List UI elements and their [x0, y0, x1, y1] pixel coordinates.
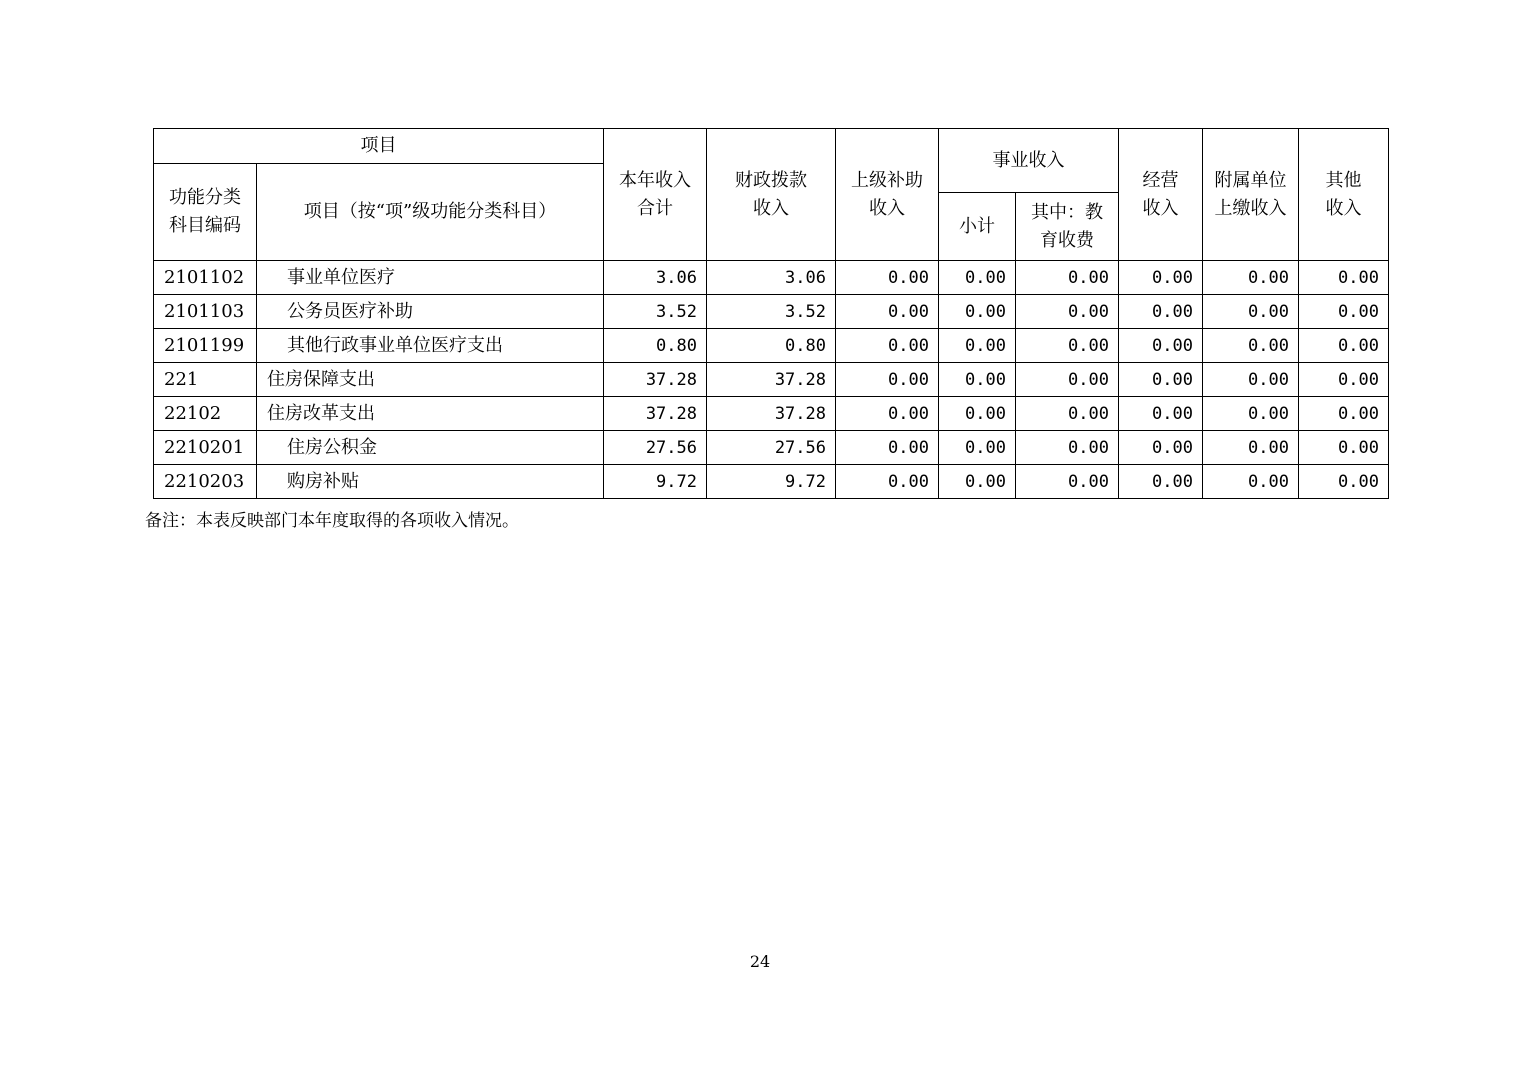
row-value: 37.28 [707, 397, 836, 431]
row-name: 公务员医疗补助 [257, 295, 604, 329]
table-row [154, 465, 1389, 499]
row-value: 0.00 [1119, 261, 1203, 295]
table-row [154, 295, 1389, 329]
row-value: 9.72 [707, 465, 836, 499]
table-row [154, 261, 1389, 295]
row-value: 37.28 [604, 363, 707, 397]
row-value: 0.00 [939, 363, 1016, 397]
header-affiliated: 附属单位 上缴收入 [1203, 129, 1299, 261]
row-value: 27.56 [604, 431, 707, 465]
row-value: 0.00 [1203, 397, 1299, 431]
row-code: 2101103 [154, 295, 257, 329]
row-name: 住房保障支出 [257, 363, 604, 397]
row-value: 0.00 [1299, 329, 1389, 363]
row-value: 0.00 [1016, 363, 1119, 397]
row-code: 2101199 [154, 329, 257, 363]
row-value: 0.00 [1299, 397, 1389, 431]
row-code: 2210203 [154, 465, 257, 499]
row-name: 其他行政事业单位医疗支出 [257, 329, 604, 363]
row-value: 0.00 [1119, 465, 1203, 499]
row-value: 0.00 [1203, 363, 1299, 397]
row-value: 0.00 [1016, 261, 1119, 295]
row-value: 0.00 [939, 261, 1016, 295]
row-value: 37.28 [707, 363, 836, 397]
row-code: 2101102 [154, 261, 257, 295]
header-other: 其他 收入 [1299, 129, 1389, 261]
table-row [154, 363, 1389, 397]
row-value: 37.28 [604, 397, 707, 431]
row-name: 购房补贴 [257, 465, 604, 499]
row-name: 住房改革支出 [257, 397, 604, 431]
row-value: 0.00 [836, 431, 939, 465]
row-value: 0.00 [939, 329, 1016, 363]
row-value: 0.00 [1016, 397, 1119, 431]
header-name: 项目（按“项”级功能分类科目） [257, 164, 604, 261]
row-value: 0.00 [1299, 261, 1389, 295]
header-subtotal: 小计 [939, 193, 1016, 261]
row-code: 2210201 [154, 431, 257, 465]
row-value: 0.00 [1016, 329, 1119, 363]
row-value: 0.00 [836, 363, 939, 397]
row-value: 0.00 [1016, 295, 1119, 329]
header-total: 本年收入 合计 [604, 129, 707, 261]
header-superior: 上级补助 收入 [836, 129, 939, 261]
row-value: 0.00 [836, 261, 939, 295]
row-value: 0.00 [1203, 465, 1299, 499]
header-operating: 经营 收入 [1119, 129, 1203, 261]
table-note: 备注：本表反映部门本年度取得的各项收入情况。 [145, 511, 519, 531]
row-value: 0.00 [836, 397, 939, 431]
row-value: 0.00 [1203, 431, 1299, 465]
row-value: 0.00 [939, 431, 1016, 465]
row-value: 0.00 [1119, 329, 1203, 363]
row-value: 0.00 [1016, 465, 1119, 499]
row-value: 0.00 [1119, 295, 1203, 329]
row-value: 9.72 [604, 465, 707, 499]
row-value: 0.00 [1299, 295, 1389, 329]
row-value: 0.00 [1299, 363, 1389, 397]
row-value: 0.80 [707, 329, 836, 363]
row-value: 0.00 [836, 465, 939, 499]
page-number: 24 [749, 952, 771, 971]
row-value: 0.00 [939, 295, 1016, 329]
row-value: 3.06 [707, 261, 836, 295]
row-value: 0.00 [939, 465, 1016, 499]
row-value: 0.00 [1299, 431, 1389, 465]
row-value: 0.00 [1119, 363, 1203, 397]
table-row [154, 329, 1389, 363]
row-value: 0.00 [1119, 397, 1203, 431]
header-project: 项目 [154, 129, 604, 164]
row-name: 事业单位医疗 [257, 261, 604, 295]
row-code: 221 [154, 363, 257, 397]
row-value: 0.00 [836, 295, 939, 329]
table-body [154, 261, 1389, 499]
income-table [153, 128, 1389, 499]
row-code: 22102 [154, 397, 257, 431]
row-name: 住房公积金 [257, 431, 604, 465]
row-value: 0.00 [1119, 431, 1203, 465]
header-education: 其中：教 育收费 [1016, 193, 1119, 261]
row-value: 0.00 [939, 397, 1016, 431]
header-code: 功能分类科目编码 [154, 164, 257, 261]
row-value: 0.00 [836, 329, 939, 363]
row-value: 0.00 [1203, 261, 1299, 295]
header-business: 事业收入 [939, 129, 1119, 193]
table-row [154, 431, 1389, 465]
row-value: 0.00 [1016, 431, 1119, 465]
row-value: 0.80 [604, 329, 707, 363]
row-value: 3.06 [604, 261, 707, 295]
row-value: 3.52 [604, 295, 707, 329]
row-value: 0.00 [1299, 465, 1389, 499]
header-fiscal: 财政拨款 收入 [707, 129, 836, 261]
row-value: 0.00 [1203, 295, 1299, 329]
row-value: 3.52 [707, 295, 836, 329]
row-value: 27.56 [707, 431, 836, 465]
row-value: 0.00 [1203, 329, 1299, 363]
table-row [154, 397, 1389, 431]
